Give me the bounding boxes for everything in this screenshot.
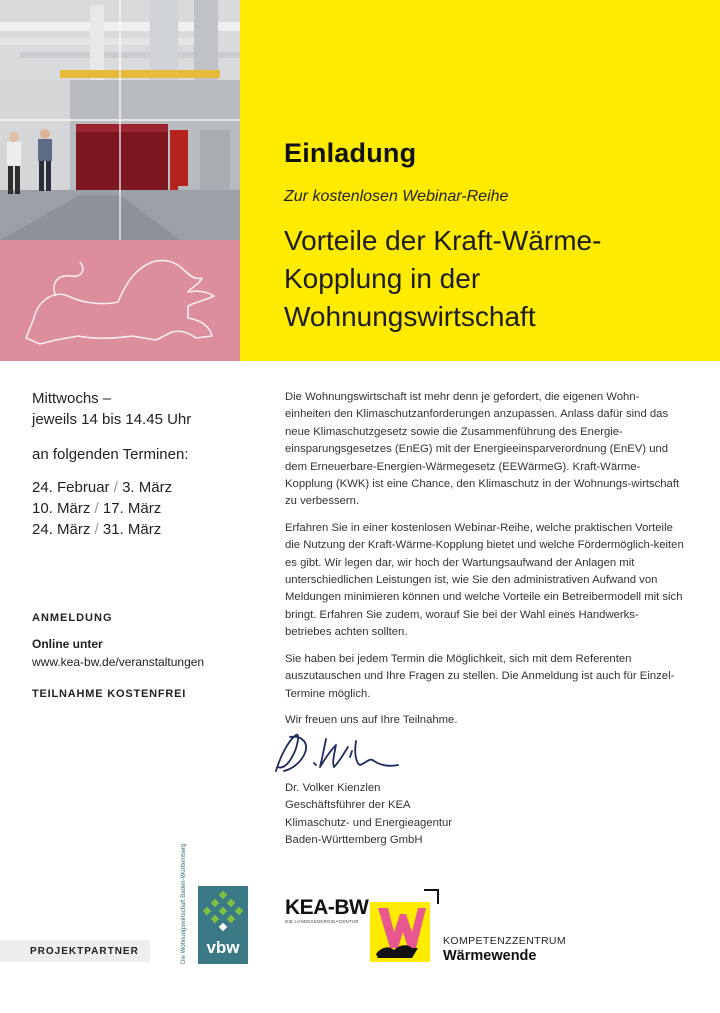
invitation-text bbox=[285, 389, 685, 738]
vbw-side-text bbox=[181, 843, 195, 964]
vbw-logo bbox=[198, 886, 248, 964]
paragraph: Wir freuen uns auf Ihre Teilnahme. bbox=[285, 713, 458, 726]
project-partner-label: PROJEKTPARTNER bbox=[0, 940, 150, 962]
vbw-label: vbw bbox=[206, 938, 240, 957]
kea-bw-logo: KEA-BW bbox=[285, 896, 369, 919]
date: 17. März bbox=[102, 500, 162, 517]
signature-icon bbox=[270, 727, 410, 777]
headline-line: Wohnungswirtschaft bbox=[284, 301, 536, 332]
schedule-time bbox=[32, 388, 232, 430]
date: 3. März bbox=[122, 479, 173, 496]
date-separator: / bbox=[113, 479, 123, 496]
date-separator: / bbox=[94, 521, 103, 538]
page-subtitle: Zur kostenlosen Webinar-Reihe bbox=[284, 188, 509, 205]
paragraph: Sie haben bei jedem Termin die Möglichkeit, sich mit dem Referenten auszutauschen und Ihre Fragen zu stellen. Die Anmeldung ist auch für Einzel-Termine möglich. bbox=[285, 652, 675, 700]
lion-outline-icon bbox=[0, 240, 240, 361]
vbw-side-label: Die Wohnungswirtschaft Baden-Württemberg bbox=[181, 843, 187, 964]
schedule-line: jeweils 14 bis 14.45 Uhr bbox=[32, 411, 192, 428]
headline-line: Kopplung in der bbox=[284, 263, 481, 294]
header-photo bbox=[0, 0, 240, 240]
date-row bbox=[32, 498, 232, 519]
schedule-line: Mittwochs – bbox=[32, 390, 112, 407]
signer-block bbox=[285, 780, 452, 850]
headline bbox=[284, 222, 704, 336]
registration-heading: ANMELDUNG bbox=[32, 612, 113, 624]
date-row bbox=[32, 519, 232, 540]
schedule bbox=[32, 388, 232, 540]
waermewende-label: Wärmewende bbox=[443, 948, 537, 964]
signer-org: Klimaschutz- und Energieagentur bbox=[285, 816, 453, 829]
kompetenzzentrum-logo-icon bbox=[368, 888, 440, 964]
headline-line: Vorteile der Kraft-Wärme- bbox=[284, 225, 602, 256]
vbw-house-icon bbox=[198, 886, 248, 936]
date-row bbox=[32, 477, 232, 498]
date: 24. Februar bbox=[32, 479, 110, 496]
date: 10. März bbox=[32, 500, 91, 517]
lion-panel bbox=[0, 240, 240, 361]
registration-online-label: Online unter bbox=[32, 637, 103, 651]
header-panel bbox=[240, 0, 720, 361]
page-title: Einladung bbox=[284, 138, 417, 168]
free-participation: TEILNAHME KOSTENFREI bbox=[32, 688, 187, 700]
date: 31. März bbox=[102, 521, 162, 538]
date: 24. März bbox=[32, 521, 91, 538]
signer-name: Dr. Volker Kienzlen bbox=[285, 782, 381, 794]
dates-list bbox=[32, 477, 232, 540]
signer-org: Baden-Württemberg GmbH bbox=[285, 834, 423, 847]
paragraph: Die Wohnungswirtschaft ist mehr denn je gefordert, die eigenen Wohn-einheiten den Klimaschutzanforderungen anzupassen. Anlass dafür sind das neue Klimaschutzgesetz sowie die Zusammenführung des Energie-einsparungsgesetzes (EnEG) mit der Energieeinsparverordnung (EnEV) und dem Erneuerbare-Energien-Wärmegesetz (EEWärmeG). Kraft-Wärme-Kopplung (KWK) ist eine Chance, den Klimaschutz in der Wohnungs-wirtschaft zu verbessern. bbox=[285, 391, 680, 508]
signer-role: Geschäftsführer der KEA bbox=[285, 799, 411, 812]
kompetenzzentrum-label: KOMPETENZZENTRUM bbox=[443, 935, 567, 947]
kea-bw-subtitle: DIE LANDESENERGIEAGENTUR bbox=[285, 919, 359, 924]
dates-label: an folgenden Terminen: bbox=[32, 446, 189, 463]
date-separator: / bbox=[94, 500, 103, 517]
paragraph: Erfahren Sie in einer kostenlosen Webinar-Reihe, welche praktischen Vorteile die Nutzung der Kraft-Wärme-Kopplung bietet und welche Fördermöglich-keiten es gibt. Wir legen dar, wir hoch der Wartungsaufwand der Anlagen mit unterschiedlichen Leistungen ist, wie Sie den administrativen Aufwand von Meldungen minimieren können und welche Vorteile ein Betreibermodell mit sich bringt. Erfahren Sie zudem, worauf Sie bei der Wahl eines Handwerks-betriebes achten sollten. bbox=[285, 521, 684, 639]
registration-link[interactable]: www.kea-bw.de/veranstaltungen bbox=[32, 655, 205, 669]
